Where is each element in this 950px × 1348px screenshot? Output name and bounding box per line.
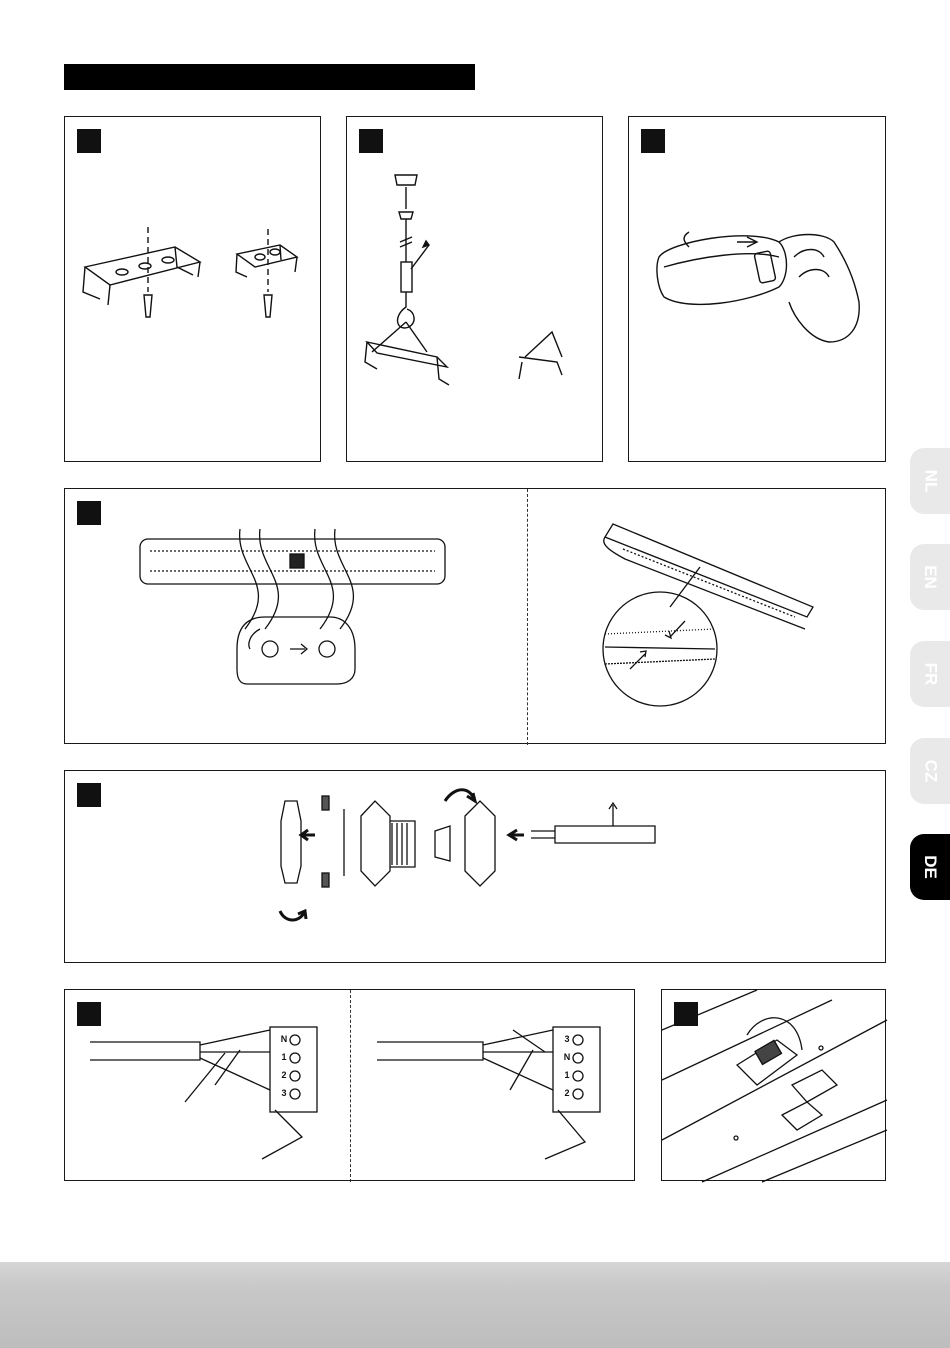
clip-attach-illustration [629,117,887,463]
tab-label: FR [920,662,940,686]
terminal-label-3: 3 [564,1034,570,1044]
tab-label: DE [921,855,940,879]
step-panel-driver-install [661,989,886,1181]
footer-band [0,1262,950,1348]
terminal-label-2: 2 [281,1070,287,1080]
step-panel-cable-routing [64,488,886,744]
step-panel-wiring [64,989,635,1181]
step-panel-ceiling-clips [64,116,321,462]
section-title-bar [64,64,475,90]
driver-install-illustration [662,990,887,1182]
step-panel-suspension [346,116,603,462]
step-panel-attach-clip [628,116,886,462]
terminal-label-1: 1 [281,1052,287,1062]
terminal-block-right [560,1030,574,1114]
terminal-label-n: N [563,1052,571,1062]
step-panel-cable-gland [64,770,886,963]
terminal-label-2: 2 [564,1088,570,1098]
terminal-label-3: 3 [281,1088,287,1098]
language-tab-de[interactable] [910,834,950,900]
luminaire-body-illustration [65,489,887,745]
wiring-right-illustration [65,990,636,1182]
suspension-wire-illustration [347,117,604,463]
terminal-label-1: 1 [564,1070,570,1080]
language-tab-nl[interactable] [910,448,950,514]
language-tab-fr[interactable] [910,641,950,707]
tab-label: NL [920,469,940,493]
terminal-label-n: N [280,1034,288,1044]
tab-label: CZ [920,759,940,783]
language-tab-en[interactable] [910,544,950,610]
tab-label: EN [921,565,940,589]
cable-gland-illustration [65,771,887,964]
mounting-clip-illustration [65,117,322,463]
language-tab-cz[interactable] [910,738,950,804]
